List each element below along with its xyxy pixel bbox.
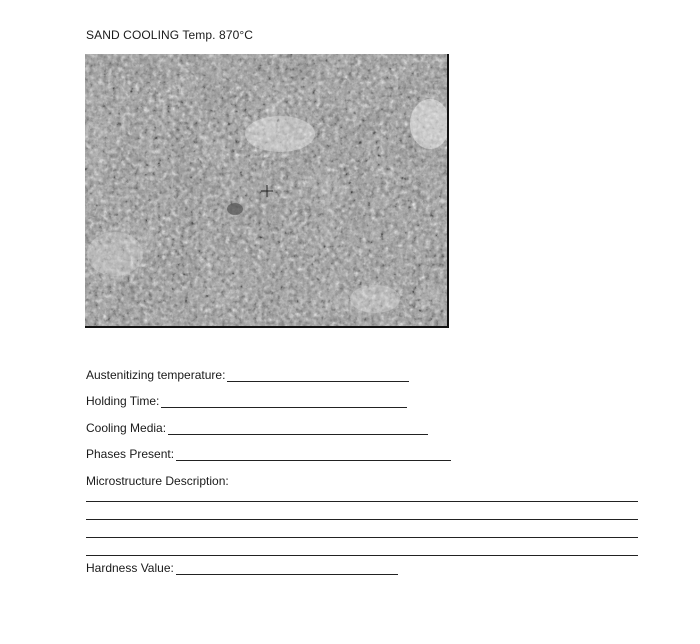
microstructure-description-line[interactable] xyxy=(86,537,638,538)
holding-time-label: Holding Time: xyxy=(86,394,160,408)
cooling-media-blank[interactable] xyxy=(168,424,428,435)
hardness-value-blank[interactable] xyxy=(176,564,398,575)
cooling-media-field[interactable] xyxy=(86,421,428,435)
austenitizing-temperature-label: Austenitizing temperature: xyxy=(86,368,226,382)
microstructure-description-line[interactable] xyxy=(86,501,638,502)
austenitizing-temperature-field[interactable] xyxy=(86,368,409,382)
austenitizing-temperature-blank[interactable] xyxy=(227,371,409,382)
phases-present-blank[interactable] xyxy=(176,450,451,461)
phases-present-label: Phases Present: xyxy=(86,447,175,461)
micrograph-image xyxy=(85,54,449,328)
microstructure-description-line[interactable] xyxy=(86,519,638,520)
hardness-value-label: Hardness Value: xyxy=(86,561,174,575)
hardness-value-field[interactable] xyxy=(86,561,398,575)
document-title: SAND COOLING Temp. 870°C xyxy=(86,28,254,42)
holding-time-blank[interactable] xyxy=(161,397,407,408)
phases-present-field[interactable] xyxy=(86,447,451,461)
micrograph-texture xyxy=(85,54,449,328)
cooling-media-label: Cooling Media: xyxy=(86,421,167,435)
microstructure-description-label: Microstructure Description: xyxy=(86,474,229,488)
holding-time-field[interactable] xyxy=(86,394,407,408)
microstructure-description-line[interactable] xyxy=(86,555,638,556)
